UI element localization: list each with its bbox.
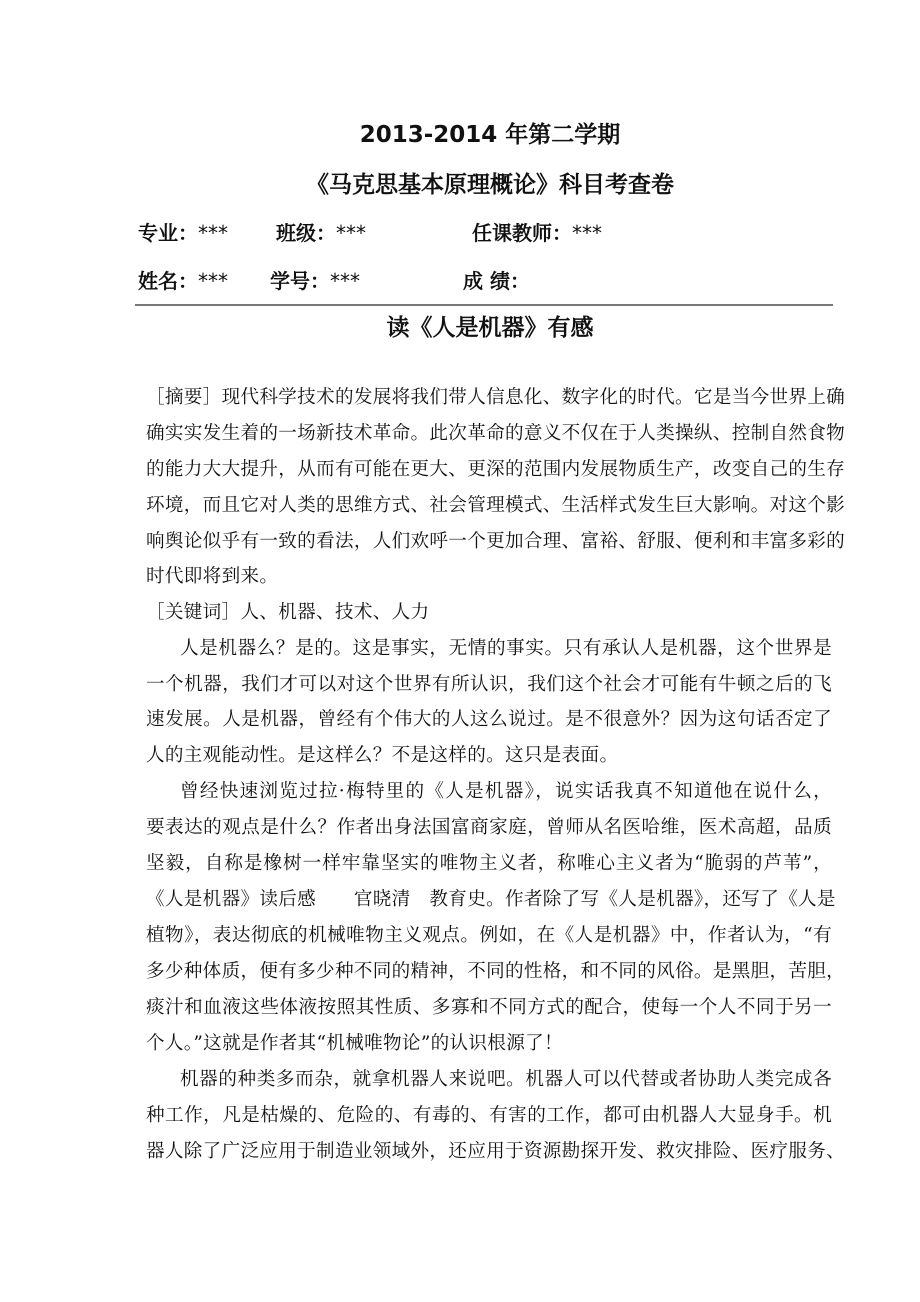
teacher-value: ***	[572, 221, 602, 245]
body-text-line: 人是机器么？是的。这是事实，无情的事实。只有承认人是机器，这个世界是	[180, 638, 832, 659]
teacher-field	[472, 219, 602, 247]
body-text-line: 机器的种类多而杂，就拿机器人来说吧。机器人可以代替或者协助人类完成各	[180, 1069, 832, 1090]
header-divider	[135, 304, 833, 306]
body-text-line: 人的主观能动性。是这样么？不是这样的。这只是表面。	[146, 745, 619, 766]
essay-title: 读《人是机器》有感	[386, 315, 594, 341]
body-text-line: 种工作，凡是枯燥的、危险的、有毒的、有害的工作，都可由机器人大显身手。机	[146, 1105, 832, 1126]
keywords-line: ［关键词］人、机器、技术、人力	[146, 602, 430, 623]
body-text-line: 《人是机器》读后感 官晓清 教育史。作者除了写《人是机器》，还写了《人是	[146, 889, 836, 910]
name-field	[138, 267, 228, 295]
abstract-line: 的能力大大提升，从而有可能在更大、更深的范围内发展物质生产，改变自己的生存	[146, 459, 846, 480]
semester-title: 2013-2014 年第二学期	[359, 122, 621, 148]
body-text-line: 植物》，表达彻底的机械唯物主义观点。例如，在《人是机器》中，作者认为，“有	[146, 925, 832, 946]
student-id-label: 学号：	[270, 269, 330, 293]
body-text-line: 痰汁和血液这些体液按照其性质、多寡和不同方式的配合，使每一个人不同于另一	[146, 997, 832, 1018]
body-text-line: 曾经快速浏览过拉·梅特里的《人是机器》，说实话我真不知道他在说什么，	[180, 781, 832, 802]
body-text-line: 器人除了广泛应用于制造业领域外，还应用于资源勘探开发、救灾排险、医疗服务、	[146, 1141, 846, 1162]
body-text-line: 一个机器，我们才可以对这个世界有所认识，我们这个社会才可能有牛顿之后的飞	[146, 674, 832, 695]
body-text-line: 多少种体质，便有多少种不同的精神，不同的性格，和不同的风俗。是黑胆，苦胆，	[146, 961, 846, 982]
student-id-value: ***	[330, 269, 360, 293]
body-text-line: 速发展。人是机器，曾经有个伟大的人这么说过。是不很意外？因为这句话否定了	[146, 709, 832, 730]
abstract-line: 环境，而且它对人类的思维方式、社会管理模式、生活样式发生巨大影响。对这个影	[146, 495, 846, 516]
abstract-line: 响舆论似乎有一致的看法，人们欢呼一个更加合理、富裕、舒服、便利和丰富多彩的	[146, 531, 846, 552]
score-label: 成 绩：	[463, 269, 530, 293]
teacher-label: 任课教师：	[472, 221, 572, 245]
body-text-line: 要表达的观点是什么？作者出身法国富商家庭，曾师从名医哈维，医术高超，品质	[146, 817, 832, 838]
name-label: 姓名：	[138, 269, 198, 293]
name-value: ***	[198, 269, 228, 293]
major-field	[138, 219, 228, 247]
major-value: ***	[198, 221, 228, 245]
score-field	[463, 267, 530, 295]
class-value: ***	[336, 221, 366, 245]
course-title: 《马克思基本原理概论》科目考查卷	[306, 172, 674, 198]
abstract-line: ［摘要］现代科学技术的发展将我们带人信息化、数字化的时代。它是当今世界上确	[146, 387, 846, 408]
class-field	[276, 219, 366, 247]
body-text-line: 个人。”这就是作者其“机械唯物论”的认识根源了！	[146, 1033, 563, 1054]
body-text-line: 坚毅，自称是橡树一样牢靠坚实的唯物主义者，称唯心主义者为“脆弱的芦苇”，	[146, 853, 832, 874]
class-label: 班级：	[276, 221, 336, 245]
major-label: 专业：	[138, 221, 198, 245]
abstract-line: 时代即将到来。	[146, 566, 279, 587]
abstract-line: 确实实发生着的一场新技术革命。此次革命的意义不仅在于人类操纵、控制自然食物	[146, 423, 846, 444]
student-id-field	[270, 267, 360, 295]
